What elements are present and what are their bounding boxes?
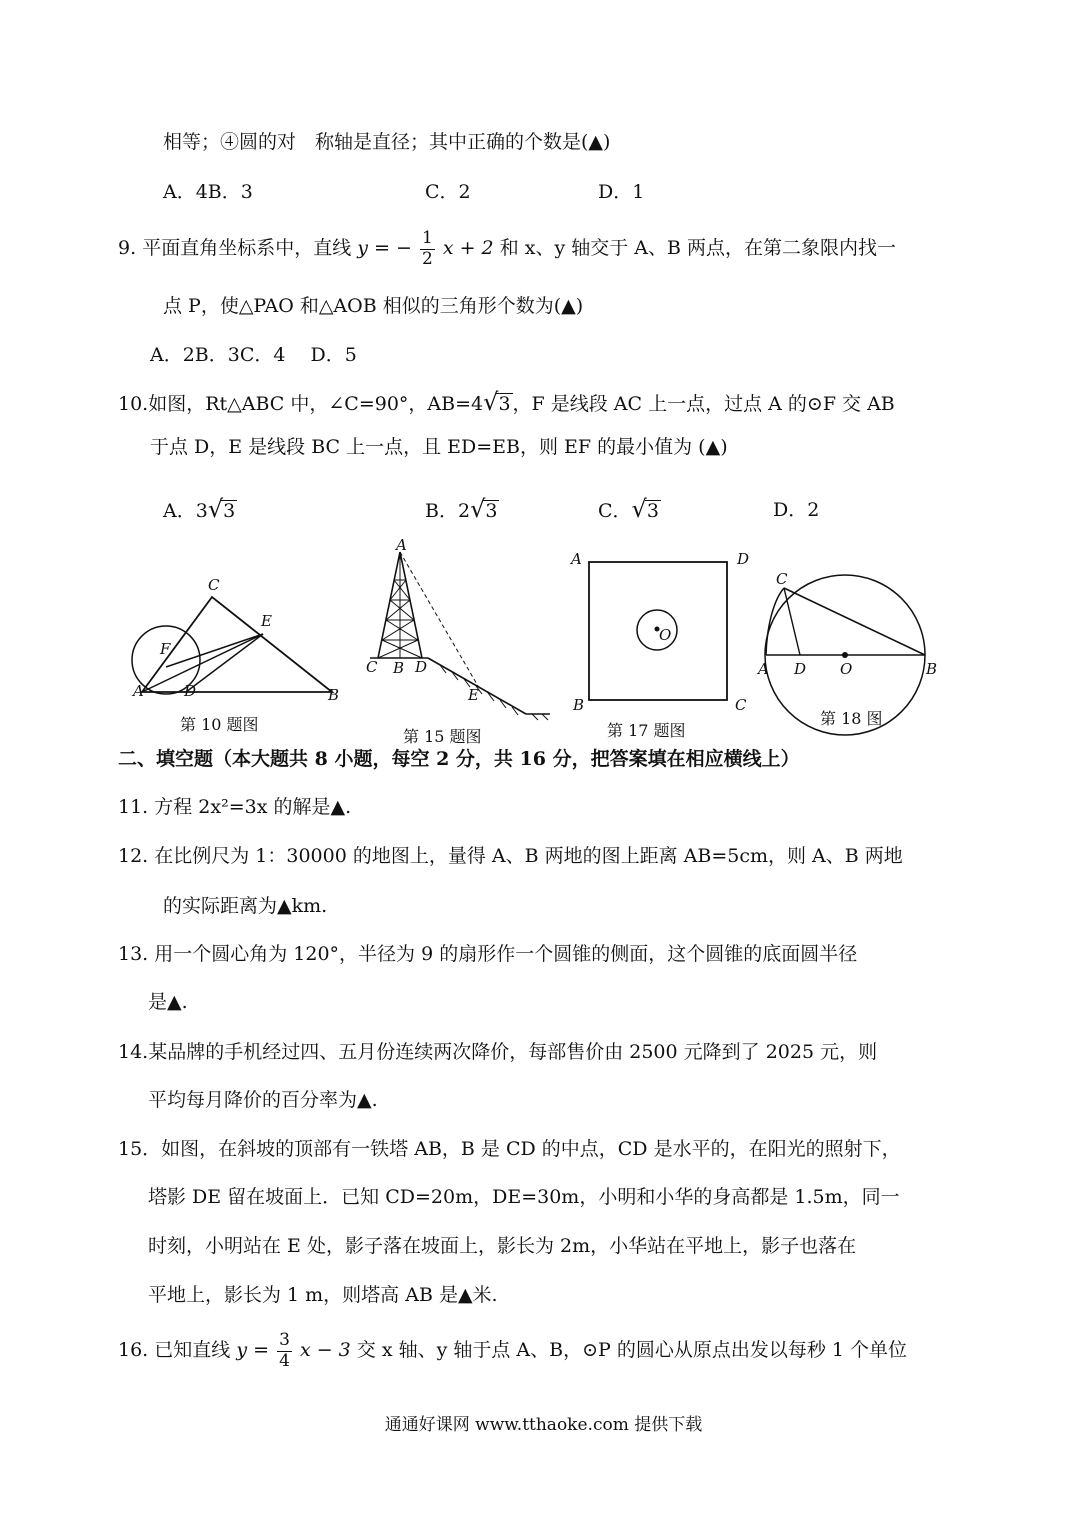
q16-frac-num: 3 (279, 1329, 290, 1350)
fig18-label-b: B (926, 660, 938, 678)
section-heading: 二、填空题（本大题共 8 小题，每空 2 分，共 16 分，把答案填在相应横线上） (118, 748, 800, 770)
q9-pre: 平面直角坐标系中，直线 (142, 237, 352, 259)
q16-eq-y: y = (236, 1339, 270, 1361)
q15-line1: 15．如图，在斜坡的顶部有一铁塔 AB，B 是 CD 的中点，CD 是水平的，在阳光的照射下， (118, 1138, 901, 1160)
q8-line: 相等；④圆的对 称轴是直径；其中正确的个数是(▲) (163, 131, 611, 153)
sqrt-icon: √ (207, 495, 224, 523)
q8-option-ab: A．4B．3 (163, 181, 253, 203)
q9-line1 (118, 224, 896, 272)
q10-option-a-radicand: 3 (223, 500, 236, 522)
fig17-label-o: O (659, 626, 672, 644)
fig17-caption: 第 17 题图 (607, 721, 686, 740)
figure-15 (360, 536, 560, 725)
fig18-label-c: C (776, 570, 788, 588)
fig10-label-f: F (160, 640, 171, 658)
q10-option-a-label: A．3 (163, 500, 208, 522)
q12-line1: 12. 在比例尺为 1：30000 的地图上，量得 A、B 两地的图上距离 AB=5cm，则 A、B 两地 (118, 845, 903, 867)
q10-line2: 于点 D，E 是线段 BC 上一点，且 ED=EB，则 EF 的最小值为 (▲) (150, 436, 728, 458)
q13-line1: 13. 用一个圆心角为 120°，半径为 9 的扇形作一个圆锥的侧面，这个圆锥的底面圆半径 (118, 943, 858, 965)
q16-post: 交 x 轴、y 轴于点 A、B，⊙P 的圆心从原点出发以每秒 1 个单位 (356, 1339, 908, 1361)
q9-fraction (420, 229, 435, 269)
q13-line2: 是▲. (148, 991, 188, 1013)
q10-radicand: 3 (498, 393, 511, 415)
q10-line1 (118, 388, 895, 418)
fig18-label-o: O (840, 660, 853, 678)
q16-line1 (118, 1326, 907, 1374)
fig10-label-d: D (184, 682, 197, 700)
q10-pre: 10.如图，Rt△ABC 中，∠C=90°，AB=4 (118, 393, 484, 415)
q9-frac-den: 2 (421, 248, 433, 269)
fig15-caption: 第 15 题图 (403, 727, 482, 746)
sqrt-icon: √ (470, 495, 486, 523)
fig17-label-d: D (737, 550, 750, 568)
fig10-label-c: C (208, 576, 220, 594)
fig10-label-a: A (133, 682, 144, 700)
fig10-caption: 第 10 题图 (180, 715, 259, 734)
q15-line4: 平地上，影长为 1 m，则塔高 AB 是▲米. (148, 1284, 498, 1306)
q9-options: A．2B．3C．4 D．5 (150, 344, 357, 366)
q16-frac-den: 4 (279, 1350, 290, 1371)
fig10-label-e: E (261, 612, 272, 630)
q10-post: ，F 是线段 AC 上一点，过点 A 的⊙F 交 AB (512, 393, 895, 415)
page-footer: 通通好课网 www.tthaoke.com 提供下载 (384, 1415, 703, 1435)
q14-line2: 平均每月降价的百分率为▲. (148, 1089, 378, 1111)
q15-line3: 时刻，小明站在 E 处，影子落在坡面上，影长为 2m，小华站在平地上，影子也落在 (148, 1235, 857, 1257)
fig17-label-b: B (573, 696, 585, 714)
q10-option-a (163, 495, 237, 525)
q9-line2: 点 P，使△PAO 和△AOB 相似的三角形个数为(▲) (163, 295, 584, 317)
figure-10 (120, 570, 350, 715)
q9-frac-num: 1 (421, 227, 433, 248)
q10-option-c-radicand: 3 (646, 500, 659, 522)
fig15-label-c: C (366, 658, 378, 676)
fig18-label-a: A (758, 660, 769, 678)
q10-option-d: D．2 (773, 499, 820, 521)
q8-option-d: D．1 (598, 181, 645, 203)
fig18-caption: 第 18 图 (820, 709, 883, 728)
figure-18 (752, 548, 952, 693)
q9-eq-y: y = − (357, 237, 412, 259)
fig15-label-e: E (468, 686, 479, 704)
q10-option-b-label: B．2 (425, 500, 471, 522)
q8-option-c: C．2 (425, 181, 471, 203)
sqrt-icon: √ (631, 495, 647, 523)
q16-eq-tail: x − 3 (299, 1339, 351, 1361)
q9-post: 和 x、y 轴交于 A、B 两点，在第二象限内找一 (499, 237, 896, 259)
q9-eq-tail: x + 2 (442, 237, 494, 259)
q12-line2: 的实际距离为▲km. (163, 895, 328, 917)
fig15-label-a: A (396, 536, 407, 554)
sqrt-icon: √ (483, 388, 499, 416)
fig17-label-c: C (735, 696, 747, 714)
q10-option-b (425, 495, 499, 525)
q15-line2: 塔影 DE 留在坡面上．已知 CD=20m，DE=30m，小明和小华的身高都是 1.5m，同一 (148, 1186, 900, 1208)
q10-option-c-label: C． (598, 500, 632, 522)
q14-line1: 14.某品牌的手机经过四、五月份连续两次降价，每部售价由 2500 元降到了 2025 元，则 (118, 1041, 878, 1063)
q9-number: 9. (118, 237, 137, 259)
figure-17 (565, 548, 755, 723)
q10-option-c (598, 495, 661, 525)
q11-line: 11. 方程 2x²=3x 的解是▲. (118, 796, 352, 818)
fig15-label-d: D (415, 658, 428, 676)
q10-option-b-radicand: 3 (485, 500, 498, 522)
fig18-label-d: D (794, 660, 807, 678)
fig15-label-b: B (393, 659, 405, 677)
q16-fraction (277, 1331, 292, 1371)
q16-pre: 16. 已知直线 (118, 1339, 231, 1361)
fig17-label-a: A (571, 550, 582, 568)
fig10-label-b: B (328, 686, 340, 704)
